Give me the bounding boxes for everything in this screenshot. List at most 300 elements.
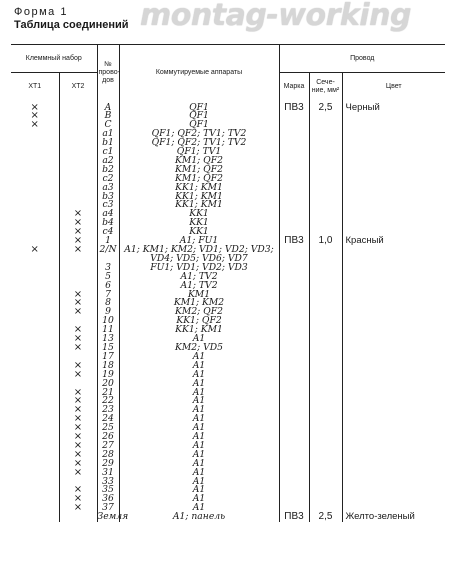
wire-number: b2 bbox=[97, 166, 119, 175]
wire-color bbox=[342, 184, 445, 193]
wire-brand bbox=[279, 166, 309, 175]
table-row bbox=[11, 469, 445, 478]
wire-number: 9 bbox=[97, 308, 119, 317]
xt1-mark bbox=[11, 264, 59, 273]
devices-cell: A1 bbox=[119, 504, 279, 513]
wire-color: Черный bbox=[345, 101, 380, 113]
xt1-mark: × bbox=[11, 112, 59, 121]
wire-number: 35 bbox=[97, 486, 119, 495]
table-row bbox=[11, 264, 445, 273]
wire-brand bbox=[279, 424, 309, 433]
wire-number: 20 bbox=[97, 380, 119, 389]
devices-cell: A1 bbox=[119, 469, 279, 478]
section-header: Сече-ние, мм² bbox=[309, 73, 342, 101]
wire-number: a4 bbox=[97, 210, 119, 219]
xt1-mark bbox=[11, 273, 59, 282]
devices-cell: KM2; VD5 bbox=[119, 344, 279, 353]
wire-section: 2,5 bbox=[309, 101, 342, 113]
wire-number: c2 bbox=[97, 175, 119, 184]
xt1-mark bbox=[11, 460, 59, 469]
wire-color bbox=[342, 353, 445, 362]
wire-color bbox=[342, 157, 445, 166]
devices-cell: KM1; QF2 bbox=[119, 166, 279, 175]
wire-number: 21 bbox=[97, 389, 119, 398]
devices-cell: KM1; QF2 bbox=[119, 175, 279, 184]
xt1-mark bbox=[11, 353, 59, 362]
wire-number: c1 bbox=[97, 148, 119, 157]
wire-brand bbox=[279, 335, 309, 344]
xt2-mark bbox=[59, 112, 97, 121]
xt1-mark bbox=[11, 291, 59, 300]
wire-section bbox=[309, 495, 342, 504]
wire-section bbox=[309, 148, 342, 157]
xt2-mark: × bbox=[59, 424, 97, 433]
wire-brand bbox=[279, 495, 309, 504]
xt1-mark bbox=[11, 175, 59, 184]
table-row bbox=[11, 157, 445, 166]
wire-brand bbox=[279, 184, 309, 193]
wire-color bbox=[342, 308, 445, 317]
wire-section bbox=[309, 433, 342, 442]
table-row bbox=[11, 101, 445, 113]
xt1-mark bbox=[11, 282, 59, 291]
wire-number: b3 bbox=[97, 193, 119, 202]
xt1-mark bbox=[11, 397, 59, 406]
wire-color bbox=[342, 380, 445, 389]
wire-brand bbox=[279, 326, 309, 335]
xt2-mark: × bbox=[59, 451, 97, 460]
wire-brand bbox=[279, 308, 309, 317]
wire-header: Провод bbox=[279, 45, 445, 73]
devices-cell: A1; KM1; KM2; VD1; VD2; VD3; VD4; VD5; VD6; VD7 bbox=[119, 246, 279, 264]
xt1-mark bbox=[11, 371, 59, 380]
xt2-mark: × bbox=[59, 308, 97, 317]
wire-color bbox=[342, 130, 445, 139]
table-row bbox=[11, 112, 445, 121]
wire-number: 22 bbox=[97, 397, 119, 406]
wire-number: A bbox=[97, 101, 119, 113]
wire-section bbox=[309, 175, 342, 184]
xt2-mark: × bbox=[59, 415, 97, 424]
wire-color: Желто-зеленый bbox=[345, 511, 415, 523]
xt2-mark: × bbox=[59, 210, 97, 219]
wire-number: 24 bbox=[97, 415, 119, 424]
xt2-mark: × bbox=[59, 362, 97, 371]
wire-brand bbox=[279, 317, 309, 326]
wire-brand bbox=[279, 380, 309, 389]
xt1-mark bbox=[11, 362, 59, 371]
wire-number: 13 bbox=[97, 335, 119, 344]
xt2-mark: × bbox=[59, 335, 97, 344]
xt2-mark: × bbox=[59, 246, 97, 264]
xt1-mark bbox=[11, 478, 59, 487]
devices-cell: A1 bbox=[119, 335, 279, 344]
wire-brand bbox=[279, 371, 309, 380]
wire-brand bbox=[279, 193, 309, 202]
wire-number: c3 bbox=[97, 201, 119, 210]
xt2-mark: × bbox=[59, 433, 97, 442]
xt2-mark: × bbox=[59, 299, 97, 308]
xt1-mark bbox=[11, 308, 59, 317]
terminal-group-header: Клеммный набор bbox=[11, 45, 97, 73]
table-row bbox=[11, 166, 445, 175]
wire-color bbox=[342, 495, 445, 504]
xt1-mark bbox=[11, 389, 59, 398]
xt1-mark bbox=[11, 317, 59, 326]
wire-brand: ПВ3 bbox=[279, 237, 309, 246]
wire-number: b4 bbox=[97, 219, 119, 228]
wire-number: 37 bbox=[97, 504, 119, 513]
wire-brand: ПВ3 bbox=[279, 101, 309, 113]
wire-number: c4 bbox=[97, 228, 119, 237]
wire-color bbox=[342, 335, 445, 344]
xt2-mark bbox=[59, 513, 97, 522]
wire-section bbox=[309, 326, 342, 335]
form-heading bbox=[14, 6, 129, 32]
xt1-mark bbox=[11, 442, 59, 451]
wire-color bbox=[342, 291, 445, 300]
wire-brand bbox=[279, 139, 309, 148]
xt2-mark: × bbox=[59, 291, 97, 300]
wire-color bbox=[342, 148, 445, 157]
devices-cell: KM1 bbox=[119, 291, 279, 300]
wire-number: 28 bbox=[97, 451, 119, 460]
wire-brand bbox=[279, 397, 309, 406]
wire-color bbox=[342, 442, 445, 451]
devices-cell: KK1 bbox=[119, 228, 279, 237]
wire-brand bbox=[279, 121, 309, 130]
wire-number: a2 bbox=[97, 157, 119, 166]
table-body bbox=[11, 101, 445, 523]
xt1-mark bbox=[11, 201, 59, 210]
xt2-mark bbox=[59, 121, 97, 130]
wire-color bbox=[342, 406, 445, 415]
wire-number: b1 bbox=[97, 139, 119, 148]
table-row bbox=[11, 308, 445, 317]
devices-cell: KK1 bbox=[119, 219, 279, 228]
wire-brand bbox=[279, 175, 309, 184]
brand-header: Марка bbox=[279, 73, 309, 101]
xt2-mark bbox=[59, 175, 97, 184]
devices-cell: A1 bbox=[119, 486, 279, 495]
wire-number: 18 bbox=[97, 362, 119, 371]
wire-section bbox=[309, 246, 342, 264]
wire-brand bbox=[279, 210, 309, 219]
table-row bbox=[11, 148, 445, 157]
wire-number: a1 bbox=[97, 130, 119, 139]
wire-number: 17 bbox=[97, 353, 119, 362]
devices-cell: A1; TV2 bbox=[119, 282, 279, 291]
xt1-mark bbox=[11, 469, 59, 478]
xt1-mark bbox=[11, 228, 59, 237]
wire-color bbox=[342, 273, 445, 282]
devices-cell: A1 bbox=[119, 380, 279, 389]
wire-brand bbox=[279, 273, 309, 282]
wire-number: 25 bbox=[97, 424, 119, 433]
devices-cell: FU1; VD1; VD2; VD3 bbox=[119, 264, 279, 273]
wire-color: Красный bbox=[345, 235, 384, 247]
wire-section bbox=[309, 201, 342, 210]
wire-section bbox=[309, 371, 342, 380]
devices-cell: A1 bbox=[119, 442, 279, 451]
wire-brand bbox=[279, 157, 309, 166]
xt1-mark bbox=[11, 451, 59, 460]
xt2-mark: × bbox=[59, 344, 97, 353]
wire-brand bbox=[279, 282, 309, 291]
wire-section bbox=[309, 415, 342, 424]
devices-cell: A1 bbox=[119, 451, 279, 460]
wire-section: 1,0 bbox=[309, 237, 342, 246]
wire-color bbox=[342, 317, 445, 326]
wire-color bbox=[342, 175, 445, 184]
wire-number: a3 bbox=[97, 184, 119, 193]
xt2-mark: × bbox=[59, 371, 97, 380]
wire-number: 33 bbox=[97, 478, 119, 487]
devices-cell: KM1; QF2 bbox=[119, 157, 279, 166]
table-row bbox=[11, 371, 445, 380]
wire-number: 29 bbox=[97, 460, 119, 469]
table-row bbox=[11, 273, 445, 282]
wire-section: 2,5 bbox=[309, 513, 342, 522]
wire-color bbox=[342, 478, 445, 487]
wire-section bbox=[309, 157, 342, 166]
wire-color bbox=[342, 246, 445, 264]
devices-cell: A1; панель bbox=[119, 513, 279, 522]
wire-brand bbox=[279, 469, 309, 478]
wire-color bbox=[342, 166, 445, 175]
wire-section bbox=[309, 424, 342, 433]
devices-cell: A1 bbox=[119, 389, 279, 398]
wire-number: 11 bbox=[97, 326, 119, 335]
wire-section bbox=[309, 317, 342, 326]
wire-color bbox=[342, 460, 445, 469]
wire-color bbox=[342, 415, 445, 424]
xt1-mark bbox=[11, 495, 59, 504]
wire-color bbox=[342, 139, 445, 148]
devices-cell: QF1 bbox=[119, 101, 279, 113]
wire-brand bbox=[279, 148, 309, 157]
devices-cell: KK1; KM1 bbox=[119, 184, 279, 193]
xt2-mark: × bbox=[59, 504, 97, 513]
devices-cell: QF1 bbox=[119, 121, 279, 130]
wire-color bbox=[342, 344, 445, 353]
devices-cell: KK1; KM1 bbox=[119, 201, 279, 210]
wire-brand bbox=[279, 291, 309, 300]
wire-number: 5 bbox=[97, 273, 119, 282]
wire-color bbox=[342, 201, 445, 210]
wire-brand bbox=[279, 344, 309, 353]
wire-section bbox=[309, 362, 342, 371]
devices-cell: QF1 bbox=[119, 112, 279, 121]
wire-section bbox=[309, 397, 342, 406]
wire-number: 19 bbox=[97, 371, 119, 380]
wire-color bbox=[342, 121, 445, 130]
xt2-mark bbox=[59, 130, 97, 139]
wire-number: C bbox=[97, 121, 119, 130]
wire-number: 36 bbox=[97, 495, 119, 504]
table-row bbox=[11, 344, 445, 353]
xt2-mark: × bbox=[59, 237, 97, 246]
wire-color bbox=[342, 282, 445, 291]
wire-section bbox=[309, 460, 342, 469]
wire-number: B bbox=[97, 112, 119, 121]
xt2-mark: × bbox=[59, 228, 97, 237]
xt2-header: ХТ2 bbox=[59, 73, 97, 101]
xt1-mark bbox=[11, 210, 59, 219]
wire-brand bbox=[279, 406, 309, 415]
devices-cell: A1 bbox=[119, 353, 279, 362]
wire-color bbox=[342, 193, 445, 202]
xt1-mark bbox=[11, 380, 59, 389]
table-row bbox=[11, 139, 445, 148]
devices-cell: A1 bbox=[119, 362, 279, 371]
devices-cell: KM2; QF2 bbox=[119, 308, 279, 317]
xt1-mark bbox=[11, 148, 59, 157]
devices-cell: KK1; KM1 bbox=[119, 193, 279, 202]
wire-section bbox=[309, 273, 342, 282]
wire-number: 3 bbox=[97, 264, 119, 273]
wire-number: 10 bbox=[97, 317, 119, 326]
xt2-mark bbox=[59, 101, 97, 113]
xt1-mark: × bbox=[11, 121, 59, 130]
devices-cell: A1 bbox=[119, 478, 279, 487]
wire-section bbox=[309, 478, 342, 487]
devices-cell: A1 bbox=[119, 424, 279, 433]
wire-brand bbox=[279, 130, 309, 139]
wire-section bbox=[309, 130, 342, 139]
wire-section bbox=[309, 299, 342, 308]
xt2-mark: × bbox=[59, 406, 97, 415]
wire-color bbox=[342, 112, 445, 121]
wire-brand bbox=[279, 433, 309, 442]
devices-cell: KK1; KM1 bbox=[119, 326, 279, 335]
table-row bbox=[11, 184, 445, 193]
xt2-mark: × bbox=[59, 460, 97, 469]
xt1-mark bbox=[11, 433, 59, 442]
xt1-mark bbox=[11, 157, 59, 166]
xt2-mark: × bbox=[59, 326, 97, 335]
wire-color bbox=[342, 326, 445, 335]
wire-section bbox=[309, 219, 342, 228]
wire-color bbox=[342, 451, 445, 460]
wire-brand bbox=[279, 389, 309, 398]
xt1-mark bbox=[11, 139, 59, 148]
wire-number: 15 bbox=[97, 344, 119, 353]
wire-color bbox=[342, 371, 445, 380]
xt2-mark: × bbox=[59, 397, 97, 406]
wire-section bbox=[309, 406, 342, 415]
wire-color bbox=[342, 264, 445, 273]
devices-header: Коммутируемые аппараты bbox=[119, 45, 279, 101]
table-title: Таблица соединений bbox=[14, 19, 129, 31]
xt1-mark bbox=[11, 326, 59, 335]
wire-brand bbox=[279, 451, 309, 460]
wire-brand bbox=[279, 112, 309, 121]
devices-cell: A1 bbox=[119, 495, 279, 504]
xt2-mark bbox=[59, 139, 97, 148]
devices-cell: A1 bbox=[119, 433, 279, 442]
wire-number: 6 bbox=[97, 282, 119, 291]
wire-section bbox=[309, 264, 342, 273]
devices-cell: QF1; QF2; TV1; TV2 bbox=[119, 130, 279, 139]
form-label: Форма 1 bbox=[14, 6, 68, 18]
wire-brand bbox=[279, 246, 309, 264]
xt2-mark bbox=[59, 166, 97, 175]
wire-color bbox=[342, 486, 445, 495]
table-row bbox=[11, 175, 445, 184]
wire-brand bbox=[279, 353, 309, 362]
xt2-mark bbox=[59, 148, 97, 157]
xt2-mark: × bbox=[59, 469, 97, 478]
wire-brand bbox=[279, 219, 309, 228]
xt2-mark bbox=[59, 264, 97, 273]
wire-section bbox=[309, 193, 342, 202]
wire-brand bbox=[279, 478, 309, 487]
xt1-mark: × bbox=[11, 246, 59, 264]
wire-brand bbox=[279, 442, 309, 451]
wire-section bbox=[309, 210, 342, 219]
wire-section bbox=[309, 442, 342, 451]
devices-cell: A1; FU1 bbox=[119, 237, 279, 246]
wire-brand bbox=[279, 460, 309, 469]
xt2-mark: × bbox=[59, 219, 97, 228]
wire-section bbox=[309, 344, 342, 353]
wire-color bbox=[342, 424, 445, 433]
color-header: Цвет bbox=[385, 82, 402, 90]
devices-cell: KM1; KM2 bbox=[119, 299, 279, 308]
xt1-mark bbox=[11, 184, 59, 193]
devices-cell: A1 bbox=[119, 371, 279, 380]
xt1-mark bbox=[11, 193, 59, 202]
xt1-mark bbox=[11, 344, 59, 353]
wire-color bbox=[342, 389, 445, 398]
xt2-mark: × bbox=[59, 486, 97, 495]
xt1-mark bbox=[11, 166, 59, 175]
wire-section bbox=[309, 112, 342, 121]
xt2-mark bbox=[59, 157, 97, 166]
xt1-mark bbox=[11, 130, 59, 139]
wire-number: 31 bbox=[97, 469, 119, 478]
xt1-mark bbox=[11, 504, 59, 513]
devices-cell: A1 bbox=[119, 397, 279, 406]
wire-section bbox=[309, 308, 342, 317]
wire-brand bbox=[279, 299, 309, 308]
wire-number: 7 bbox=[97, 291, 119, 300]
xt1-mark: × bbox=[11, 101, 59, 113]
wire-number: Земля bbox=[97, 511, 129, 523]
wire-color bbox=[342, 362, 445, 371]
xt1-mark bbox=[11, 406, 59, 415]
wire-color bbox=[342, 219, 445, 228]
wire-section bbox=[309, 380, 342, 389]
devices-cell: A1; TV2 bbox=[119, 273, 279, 282]
wire-brand bbox=[279, 486, 309, 495]
xt2-mark bbox=[59, 193, 97, 202]
wire-brand bbox=[279, 415, 309, 424]
xt2-mark bbox=[59, 184, 97, 193]
watermark: montag-working bbox=[140, 0, 411, 33]
xt1-mark bbox=[11, 513, 59, 522]
wire-section bbox=[309, 121, 342, 130]
wire-color bbox=[342, 210, 445, 219]
wire-number-header: № прово-дов bbox=[97, 45, 119, 101]
wire-brand bbox=[279, 362, 309, 371]
wire-number: 23 bbox=[97, 406, 119, 415]
xt1-mark bbox=[11, 335, 59, 344]
wire-number: 26 bbox=[97, 433, 119, 442]
wire-section bbox=[309, 291, 342, 300]
connection-table bbox=[11, 44, 445, 522]
